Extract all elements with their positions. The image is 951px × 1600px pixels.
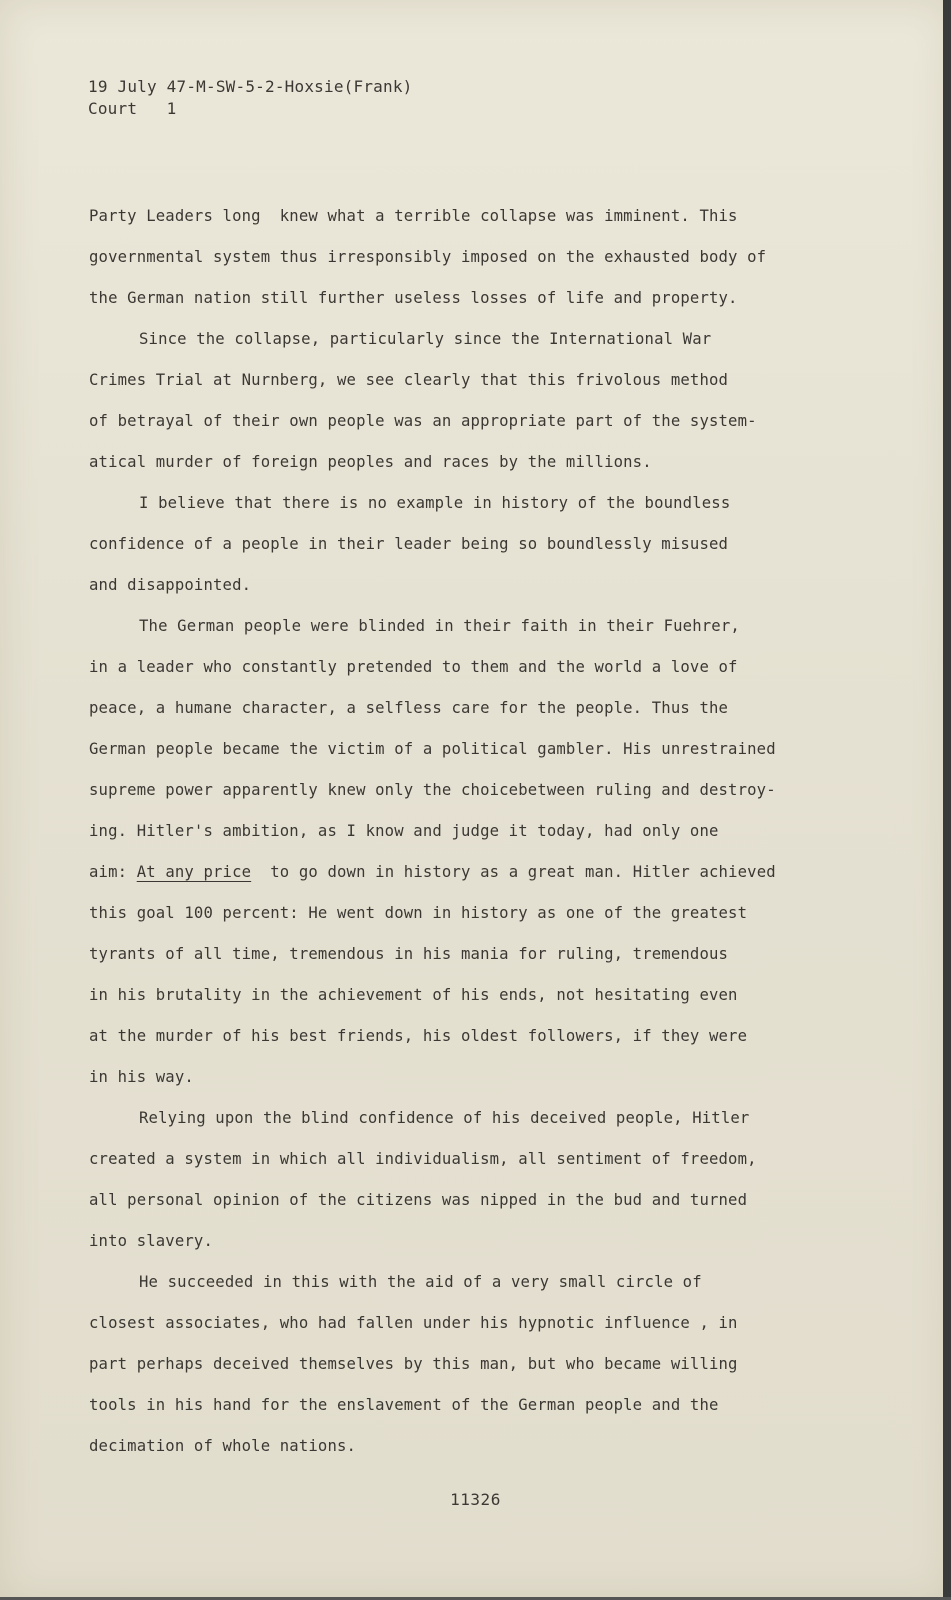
text-segment: aim: <box>89 863 137 881</box>
text-line: supreme power apparently knew only the choicebetween ruling and destroy- <box>89 781 776 799</box>
text-line: He succeeded in this with the aid of a very small circle of <box>139 1273 702 1291</box>
text-line: this goal 100 percent: He went down in history as one of the greatest <box>89 904 748 922</box>
text-line: in a leader who constantly pretended to them and the world a love of <box>89 658 738 676</box>
text-line: peace, a humane character, a selfless care for the people. Thus the <box>89 699 729 717</box>
text-line: in his brutality in the achievement of his ends, not hesitating even <box>89 986 738 1004</box>
underlined-phrase: At any price <box>136 863 252 881</box>
text-line: Relying upon the blind confidence of his deceived people, Hitler <box>139 1109 750 1127</box>
text-line: Crimes Trial at Nurnberg, we see clearly that this frivolous method <box>89 371 729 389</box>
document-body <box>89 196 824 1467</box>
text-line: I believe that there is no example in history of the boundless <box>139 494 731 512</box>
text-line: decimation of whole nations. <box>89 1437 357 1455</box>
text-line: Since the collapse, particularly since the International War <box>139 330 712 348</box>
text-line: Party Leaders long knew what a terrible collapse was imminent. This <box>89 207 738 225</box>
text-line: tools in his hand for the enslavement of the German people and the <box>89 1396 719 1414</box>
text-line: the German nation still further useless losses of life and property. <box>89 289 738 307</box>
header-court: Court 1 <box>88 99 177 118</box>
text-line: ing. Hitler's ambition, as I know and judge it today, had only one <box>89 822 719 840</box>
header-reference: 19 July 47-M-SW-5-2-Hoxsie(Frank) <box>88 77 413 96</box>
text-line: The German people were blinded in their faith in their Fuehrer, <box>139 617 740 635</box>
text-line: of betrayal of their own people was an appropriate part of the system- <box>89 412 757 430</box>
text-line: tyrants of all time, tremendous in his mania for ruling, tremendous <box>89 945 729 963</box>
text-line: created a system in which all individualism, all sentiment of freedom, <box>89 1150 757 1168</box>
text-line: German people became the victim of a political gambler. His unrestrained <box>89 740 776 758</box>
document-header <box>88 76 412 120</box>
text-line: governmental system thus irresponsibly imposed on the exhausted body of <box>89 248 767 266</box>
page-number: 11326 <box>450 1490 501 1509</box>
text-line: atical murder of foreign peoples and races by the millions. <box>89 453 652 471</box>
text-segment: to go down in history as a great man. Hitler achieved <box>251 863 776 881</box>
text-line-with-emphasis <box>89 852 824 893</box>
text-line: in his way. <box>89 1068 194 1086</box>
text-line: at the murder of his best friends, his oldest followers, if they were <box>89 1027 748 1045</box>
text-line: and disappointed. <box>89 576 252 594</box>
text-line: all personal opinion of the citizens was nipped in the bud and turned <box>89 1191 748 1209</box>
text-line: closest associates, who had fallen under his hypnotic influence , in <box>89 1314 738 1332</box>
text-line: part perhaps deceived themselves by this man, but who became willing <box>89 1355 738 1373</box>
scan-edge-right <box>943 0 951 1600</box>
text-line: confidence of a people in their leader being so boundlessly misused <box>89 535 729 553</box>
text-line: into slavery. <box>89 1232 213 1250</box>
